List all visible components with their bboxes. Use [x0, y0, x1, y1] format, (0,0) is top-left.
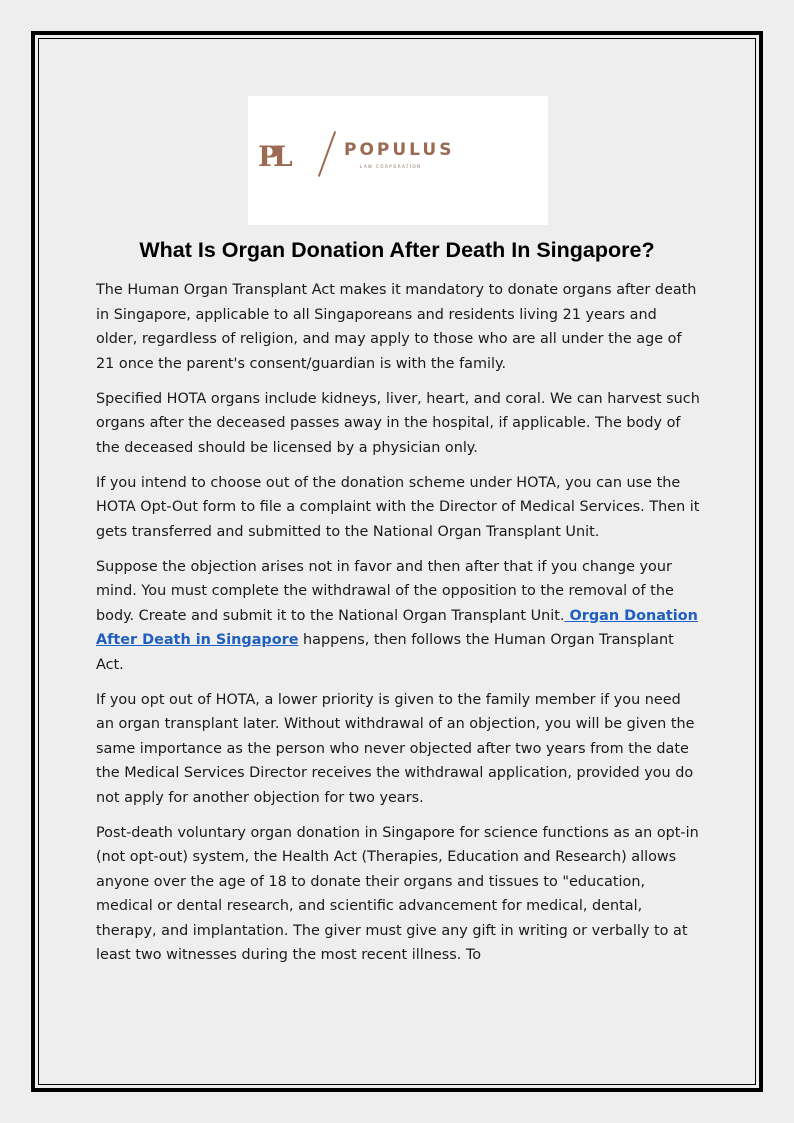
article-body	[96, 278, 702, 978]
logo-divider	[318, 131, 336, 177]
logo-subtitle: LAW CORPORATION	[360, 164, 422, 169]
paragraph-4	[96, 555, 702, 678]
paragraph-4-text-before: Suppose the objection arises not in favor and then after that if you change your mind. You must complete the withdrawal of the opposition to the removal of the body. Create and submit it to the National Organ Transplant Unit.	[96, 558, 674, 624]
paragraph-3: If you intend to choose out of the donation scheme under HOTA, you can use the HOTA Opt-Out form to file a complaint with the Director of Medical Services. Then it gets transferred and submitted to the National Organ Transplant Unit.	[96, 474, 700, 540]
paragraph-5: If you opt out of HOTA, a lower priority is given to the family member if you need an organ transplant later. Without withdrawal of an objection, you will be given the same importance as the person who never objected after two years from the date the Medical Services Director receives the withdrawal application, provided you do not apply for another objection for two years.	[96, 691, 695, 806]
paragraph-4-text-after: happens, then follows the Human Organ Transplant Act.	[96, 632, 674, 673]
logo-monogram: PL	[258, 140, 287, 173]
paragraph-6: Post-death voluntary organ donation in Singapore for science functions as an opt-in (not opt-out) system, the Health Act (Therapies, Education and Research) allows anyone over the age of 18 to donate their organs and tissues to "education, medical or dental research, and scientific advancement for medical, dental, therapy, and implantation. The giver must give any gift in writing or verbally to at least two witnesses during the most recent illness. To	[96, 824, 699, 963]
page-title: What Is Organ Donation After Death In Singapore?	[139, 238, 655, 262]
company-logo	[248, 96, 548, 225]
logo-name: POPULUS	[344, 140, 455, 160]
paragraph-1: The Human Organ Transplant Act makes it mandatory to donate organs after death in Singapore, applicable to all Singaporeans and residents living 21 years and older, regardless of religion, and may apply to those who are all under the age of 21 once the parent's consent/guardian is with the family.	[96, 282, 697, 372]
organ-donation-link[interactable]: Organ Donation After Death in Singapore	[96, 607, 698, 648]
paragraph-2: Specified HOTA organs include kidneys, liver, heart, and coral. We can harvest such organs after the deceased passes away in the hospital, if applicable. The body of the deceased should be licensed by a physician only.	[96, 390, 700, 456]
